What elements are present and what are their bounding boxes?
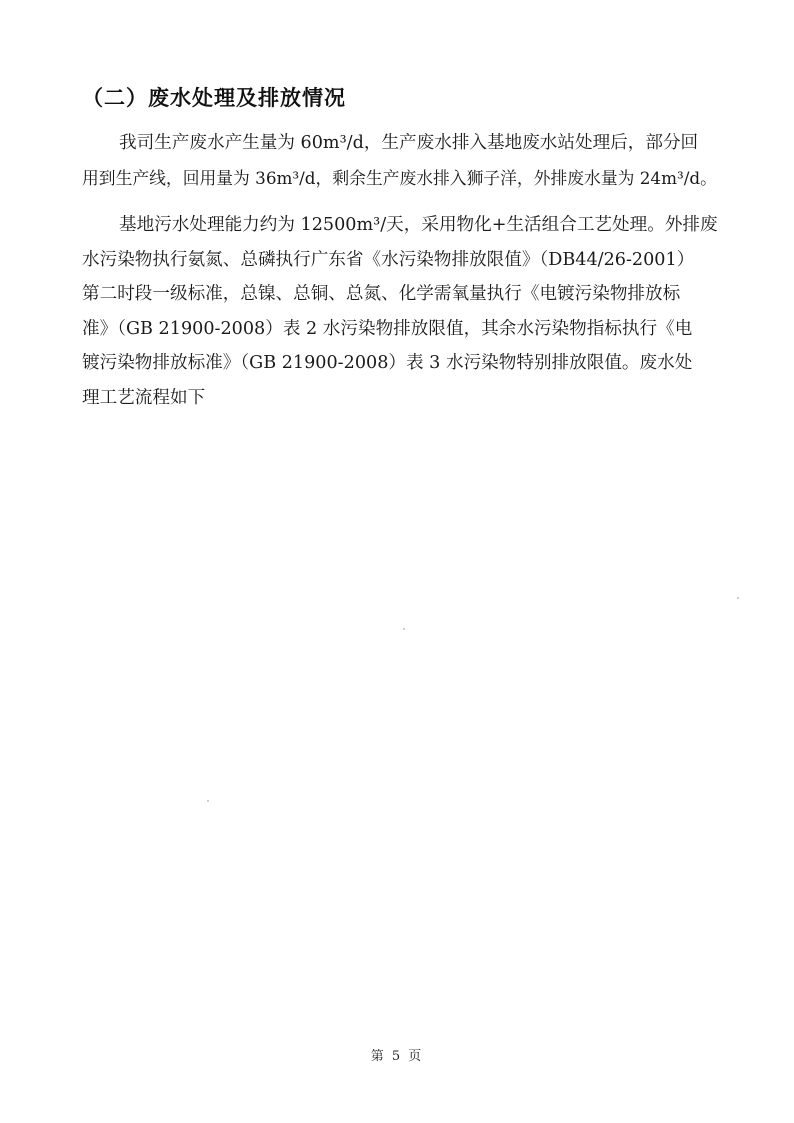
scan-speck bbox=[737, 597, 739, 599]
paragraph-line: 镀污染物排放标准》（GB 21900-2008）表 3 水污染物特别排放限值。废水处 bbox=[82, 353, 693, 373]
scan-speck bbox=[207, 800, 209, 802]
paragraph-treatment-standards bbox=[82, 208, 722, 415]
paragraph-line: 理工艺流程如下 bbox=[82, 387, 206, 408]
paragraph-line: 基地污水处理能力约为 12500m³/天，采用物化+生活组合工艺处理。外排废 bbox=[119, 215, 718, 235]
page-number: 第 5 页 bbox=[370, 1049, 424, 1064]
paragraph-line: 水污染物执行氨氮、总磷执行广东省《水污染物排放限值》（DB44/26-2001） bbox=[82, 249, 695, 270]
paragraph-line: 第二时段一级标准，总镍、总铜、总氮、化学需氧量执行《电镀污染物排放标 bbox=[82, 284, 681, 304]
paragraph-line: 准》（GB 21900-2008）表 2 水污染物排放限值，其余水污染物指标执行《电 bbox=[82, 318, 693, 339]
section-heading: （二）废水处理及排放情况 bbox=[82, 86, 346, 110]
scan-speck bbox=[403, 628, 405, 630]
paragraph-line: 用到生产线，回用量为 36m³/d，剩余生产废水排入狮子洋，外排废水量为 24m³/d。 bbox=[82, 167, 717, 188]
paragraph-wastewater-volume bbox=[82, 126, 722, 195]
paragraph-line: 我司生产废水产生量为 60m³/d，生产废水排入基地废水站处理后，部分回 bbox=[119, 133, 699, 153]
